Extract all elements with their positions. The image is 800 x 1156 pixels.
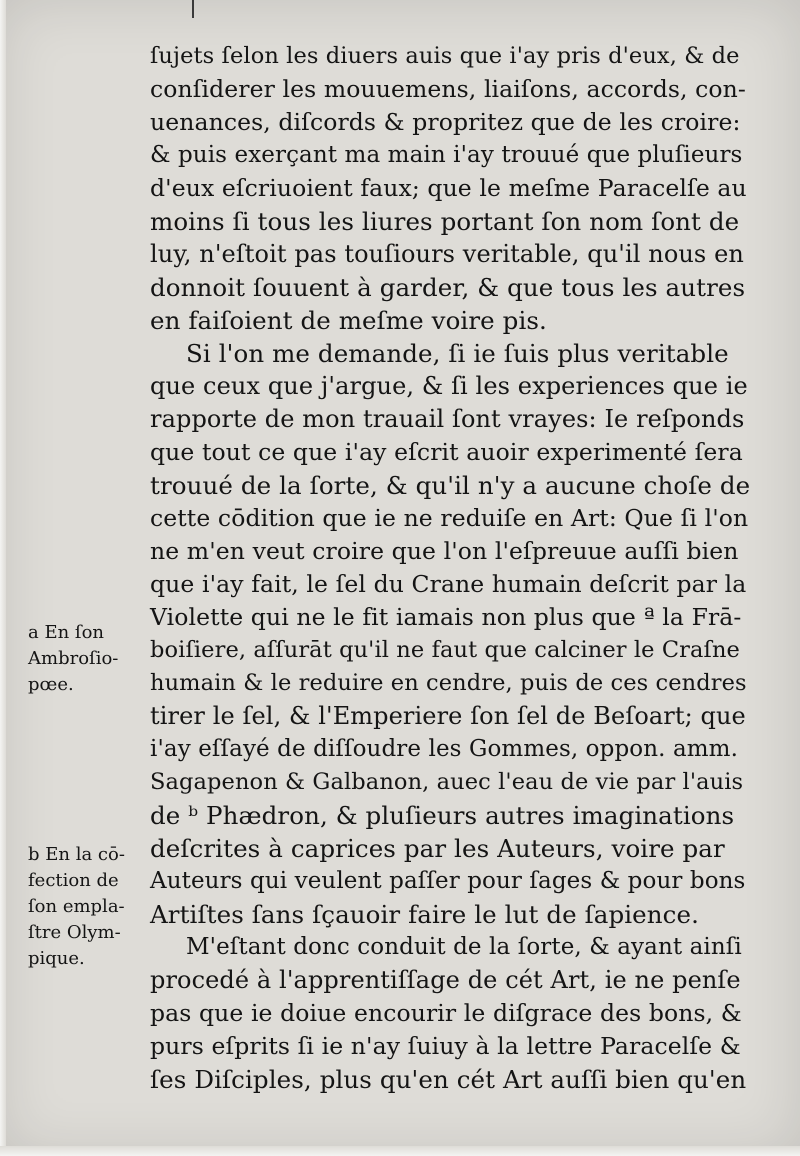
text-line: Sagapenon & Galbanon, auec l'eau de vie par l'auis: [150, 769, 744, 795]
text-line: en faiſoient de meſme voire pis.: [150, 306, 547, 335]
margin-note-line: fection de: [28, 870, 119, 891]
text-line: trouué de la ſorte, & qu'il n'y a aucune choſe de: [150, 471, 751, 500]
text-line: i'ay eſſayé de diſſoudre les Gommes, oppon. amm.: [150, 736, 738, 762]
page-edge-bottom: [0, 1146, 800, 1156]
text-line: de ᵇ Phædron, & pluſieurs autres imaginations: [150, 801, 735, 830]
page-edge-left: [0, 0, 6, 1156]
text-line: humain & le reduire en cendre, puis de ces cendres: [150, 670, 747, 696]
text-line: deſcrites à caprices par les Auteurs, voire par: [150, 834, 725, 863]
text-line: ſes Diſciples, plus qu'en cét Art auſſi bien qu'en: [150, 1065, 747, 1094]
margin-note-line: pique.: [28, 948, 85, 969]
text-line: boiſiere, aſſurāt qu'il ne faut que calciner le Craſne: [150, 637, 740, 663]
main-text-block: [150, 40, 750, 1096]
margin-note-b: [28, 842, 146, 972]
margin-note-line: ſon empla-: [28, 896, 125, 917]
text-line: que i'ay fait, le ſel du Crane humain deſcrit par la: [150, 570, 747, 598]
text-line: donnoit ſouuent à garder, & que tous les autres: [150, 273, 746, 302]
margin-note-line: ſtre Olym-: [28, 922, 121, 943]
margin-note-line: b En la cō-: [28, 844, 125, 865]
text-line: Violette qui ne le fit iamais non plus que ª la Frā-: [150, 603, 742, 631]
margin-note-line: a En ſon: [28, 622, 104, 643]
margin-note-line: pœe.: [28, 674, 74, 695]
text-line: & puis exerçant ma main i'ay trouué que pluſieurs: [150, 142, 743, 168]
text-line: moins ſi tous les liures portant ſon nom ſont de: [150, 207, 740, 236]
text-line: Si l'on me demande, ſi ie ſuis plus veritable: [186, 339, 729, 368]
text-line: cette cōdition que ie ne reduiſe en Art: Que ſi l'on: [150, 504, 749, 532]
text-line: d'eux eſcriuoient faux; que le meſme Paracelſe au: [150, 174, 747, 202]
text-line: Artiſtes ſans ſçauoir faire le lut de ſapience.: [150, 900, 699, 929]
text-line: ſujets ſelon les diuers auis que i'ay pris d'eux, & de: [150, 43, 740, 69]
text-line: uenances, diſcords & propritez que de les croire:: [150, 108, 741, 136]
gutter-mark: [192, 0, 194, 18]
text-line: ne m'en veut croire que l'on l'eſpreuue auſſi bien: [150, 537, 739, 565]
text-line: tirer le ſel, & l'Emperiere ſon ſel de Beſoart; que: [150, 702, 746, 730]
text-line: conſiderer les mouuemens, liaiſons, accords, con-: [150, 75, 746, 103]
text-line: procedé à l'apprentiſſage de cét Art, ie ne penſe: [150, 966, 741, 994]
text-line: que tout ce que i'ay eſcrit auoir experimenté ſera: [150, 438, 743, 466]
text-line: Auteurs qui veulent paſſer pour ſages & pour bons: [150, 868, 746, 894]
margin-note-line: Ambroſio-: [28, 648, 119, 669]
text-line: luy, n'eſtoit pas touſiours veritable, qu'il nous en: [150, 240, 744, 268]
text-line: que ceux que j'argue, & ſi les experiences que ie: [150, 372, 748, 400]
text-line: purs eſprits ſi ie n'ay ſuiuy à la lettre Paracelſe &: [150, 1032, 741, 1060]
text-line: rapporte de mon trauail ſont vrayes: Ie reſponds: [150, 405, 745, 433]
text-line: pas que ie doiue encourir le diſgrace des bons, &: [150, 999, 742, 1027]
margin-note-a: [28, 620, 146, 698]
text-line: M'eſtant donc conduit de la ſorte, & ayant ainſi: [186, 934, 742, 960]
